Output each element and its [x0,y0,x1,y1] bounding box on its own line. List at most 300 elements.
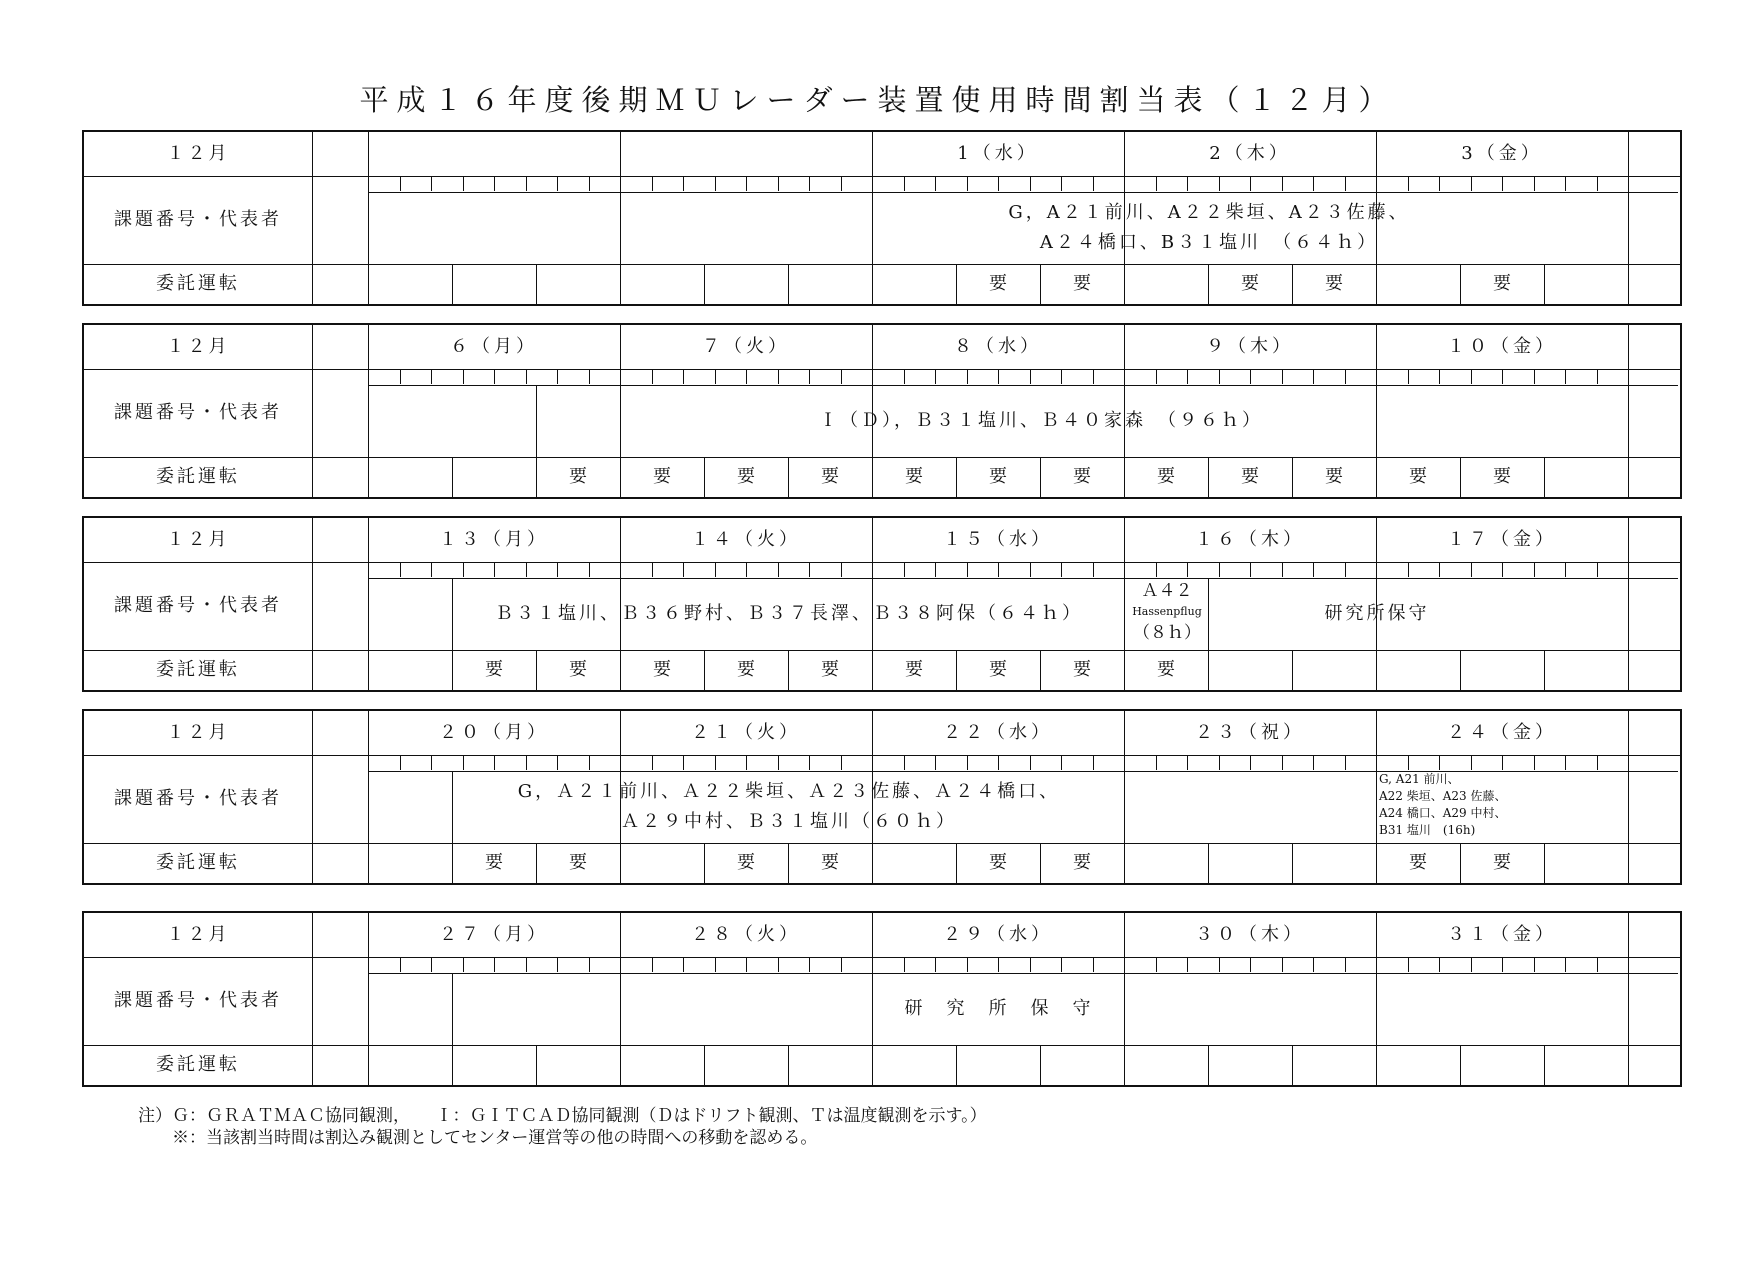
consign-required-mark: 要 [1157,659,1175,680]
hour-tick [1313,176,1314,191]
hour-tick [1187,562,1188,577]
month-label: １２月 [166,529,230,550]
hour-tick [1502,755,1503,770]
hour-tick [1187,176,1188,191]
row-divider [84,755,1680,756]
hour-tick [715,957,716,972]
week-table [82,516,1682,692]
hour-tick [1282,176,1283,191]
notes [138,1105,987,1149]
hour-tick [715,755,716,770]
week-table [82,323,1682,499]
project-line: 研 究 所 保 守 [904,998,1094,1019]
hour-tick [998,369,999,384]
project-block [872,192,1544,264]
day-divider [1628,518,1629,690]
day-header: ３１（金） [1447,924,1557,945]
day-header [368,132,620,176]
day-header: 2（木） [1209,143,1291,164]
project-block [1208,578,1544,650]
hour-tick [463,369,464,384]
project-text [537,406,1545,436]
slot-divider [1124,1045,1125,1085]
hour-tick [1345,957,1346,972]
consign-required-mark: 要 [905,659,923,680]
hour-tick [1345,755,1346,770]
slot-divider [1124,843,1125,883]
hour-tick [589,369,590,384]
slot-divider [1040,1045,1041,1085]
day-divider [1628,132,1629,304]
note-line: 注）Ｇ：ＧＲＡＴＭＡＣ協同観測， Ｉ：ＧＩＴＣＡＤ協同観測（Ｄはドリフト観測、Ｔは温度観測を示す。） [138,1106,987,1126]
project-label: 課題番号・代表者 [114,209,282,230]
hour-tick [652,176,653,191]
consign-required-mark: 要 [1493,466,1511,487]
slot-divider [620,264,621,304]
hour-tick [1408,562,1409,577]
hour-tick [1250,369,1251,384]
hour-tick [526,957,527,972]
consign-required-mark: 要 [1493,273,1511,294]
slot-divider [1544,457,1545,497]
hour-tick [589,562,590,577]
hour-tick [400,562,401,577]
hour-tick [463,957,464,972]
hour-tick [589,755,590,770]
hour-tick [1156,562,1157,577]
week-table [82,130,1682,306]
hour-tick [1061,369,1062,384]
consign-required-mark: 要 [653,659,671,680]
row-divider [84,1045,1680,1046]
hour-tick [935,957,936,972]
hour-tick [1471,957,1472,972]
row-divider [84,176,1680,177]
hour-tick [400,755,401,770]
hour-tick [1061,562,1062,577]
day-header: ２２（水） [943,722,1053,743]
hour-tick [778,369,779,384]
hour-tick [431,176,432,191]
hour-tick [494,562,495,577]
day-header: １７（金） [1447,529,1557,550]
hour-tick [715,562,716,577]
hour-tick [557,755,558,770]
hour-tick [998,176,999,191]
project-text [453,777,1125,837]
day-header: 3（金） [1461,143,1543,164]
slot-divider [956,1045,957,1085]
slot-divider [1292,843,1293,883]
hour-tick [683,562,684,577]
hour-tick [1408,755,1409,770]
hour-tick [1313,957,1314,972]
project-block [452,973,1544,1045]
consign-required-mark: 要 [1241,466,1259,487]
hour-tick [1408,176,1409,191]
project-line: A２４橋口、B３１塩川 （６４ｈ） [1039,232,1379,253]
hour-tick [557,562,558,577]
hour-tick [841,562,842,577]
hour-tick [841,369,842,384]
slot-divider [452,1045,453,1085]
project-label: 課題番号・代表者 [114,788,282,809]
hour-tick [683,369,684,384]
day-header: ２８（火） [691,924,801,945]
consign-required-mark: 要 [1073,852,1091,873]
hour-tick [746,176,747,191]
week-table [82,709,1682,885]
column-divider [312,325,313,497]
month-label: １２月 [166,924,230,945]
slot-divider [1208,843,1209,883]
hour-tick [494,957,495,972]
consign-required-mark: 要 [989,659,1007,680]
hour-tick [746,755,747,770]
hour-tick [1219,562,1220,577]
hour-tick [935,562,936,577]
month-label: １２月 [166,143,230,164]
hour-tick [809,562,810,577]
hour-tick [1030,176,1031,191]
slot-divider [1376,650,1377,690]
day-header: １６（木） [1195,529,1305,550]
hour-tick [1061,755,1062,770]
hour-tick [1093,562,1094,577]
hour-tick [1093,755,1094,770]
consign-label: 委託運転 [156,659,240,680]
week-table [82,911,1682,1087]
slot-divider [1460,650,1461,690]
hour-tick [1408,369,1409,384]
hour-tick [904,957,905,972]
hour-tick [1156,369,1157,384]
consign-required-mark: 要 [1073,659,1091,680]
consign-required-mark: 要 [653,466,671,487]
hour-tick [557,176,558,191]
slot-divider [1376,264,1377,304]
hour-tick [1219,957,1220,972]
consign-required-mark: 要 [1325,273,1343,294]
slot-divider [1292,650,1293,690]
project-block [536,385,1544,457]
hour-tick [1597,369,1598,384]
hour-tick [652,369,653,384]
consign-required-mark: 要 [1073,273,1091,294]
consign-required-mark: 要 [737,852,755,873]
slot-divider [620,1045,621,1085]
consign-required-mark: 要 [1409,466,1427,487]
hour-tick [967,562,968,577]
hour-tick [1597,176,1598,191]
hour-tick [967,176,968,191]
hour-tick [1439,957,1440,972]
day-header: ２４（金） [1447,722,1557,743]
hour-tick [1250,957,1251,972]
hour-tick [1156,755,1157,770]
project-line: A24 橋口、A29 中村、 [1379,806,1507,820]
project-block [1124,578,1208,650]
column-divider [312,132,313,304]
hour-tick [1597,957,1598,972]
consign-required-mark: 要 [905,466,923,487]
consign-required-mark: 要 [821,852,839,873]
hour-tick [494,369,495,384]
hour-tick [904,369,905,384]
hour-tick [431,957,432,972]
slot-divider [872,1045,873,1085]
hour-tick [1187,957,1188,972]
slot-divider [1460,1045,1461,1085]
hour-tick [1565,755,1566,770]
month-label: １２月 [166,336,230,357]
hour-tick [1565,957,1566,972]
hour-tick [904,176,905,191]
hour-tick [1534,176,1535,191]
project-line: A22 柴垣、A23 佐藤、 [1379,789,1507,803]
hour-tick [1313,369,1314,384]
day-divider [1628,913,1629,1085]
hour-tick [967,957,968,972]
hour-tick [1219,755,1220,770]
hour-tick [1187,755,1188,770]
day-header: １４（火） [691,529,801,550]
hour-tick [1061,176,1062,191]
hour-tick [589,957,590,972]
hour-tick [1282,755,1283,770]
day-header: ９（木） [1206,336,1294,357]
hour-tick [1502,176,1503,191]
hour-tick [967,369,968,384]
hour-tick [589,176,590,191]
hour-tick [431,755,432,770]
hour-tick [526,369,527,384]
note-line: ※：当該割当時間は割込み観測としてセンター運営等の他の時間への移動を認める。 [138,1128,818,1148]
hour-tick [778,755,779,770]
hour-tick [652,755,653,770]
slot-divider [872,264,873,304]
hour-tick [1534,369,1535,384]
hour-tick [1250,755,1251,770]
hour-tick [400,176,401,191]
slot-divider [452,457,453,497]
hour-tick [526,755,527,770]
hour-tick [1439,176,1440,191]
slot-divider [1544,1045,1545,1085]
consign-required-mark: 要 [989,466,1007,487]
hour-tick [1502,562,1503,577]
hour-tick [1219,176,1220,191]
day-header: ２７（月） [439,924,549,945]
hour-tick [998,957,999,972]
project-block [1376,771,1544,843]
hour-tick [778,176,779,191]
hour-tick [1250,562,1251,577]
hour-tick [809,369,810,384]
hour-tick [1093,369,1094,384]
hour-tick [935,176,936,191]
hour-tick [1030,755,1031,770]
hour-tick [683,176,684,191]
consign-required-mark: 要 [485,659,503,680]
hour-tick [1313,755,1314,770]
hour-tick [526,562,527,577]
project-line: Ｉ（Ｄ），Ｂ３１塩川、Ｂ４０家森 （９６ｈ） [819,410,1263,431]
hour-tick [1282,369,1283,384]
hour-tick [431,562,432,577]
consign-required-mark: 要 [1409,852,1427,873]
slot-divider [788,1045,789,1085]
hour-tick [1345,562,1346,577]
hour-tick [1313,562,1314,577]
hour-tick [1439,755,1440,770]
project-line: （８ｈ） [1133,623,1201,643]
slot-divider [1292,1045,1293,1085]
project-text [453,599,1125,629]
hour-tick [746,562,747,577]
day-header: ６（月） [450,336,538,357]
slot-divider [1208,1045,1209,1085]
hour-tick [400,957,401,972]
project-text [1379,771,1547,839]
project-block [452,771,1124,843]
slot-divider [1544,843,1545,883]
day-header: ２９（水） [943,924,1053,945]
hour-tick [1219,369,1220,384]
hour-tick [967,755,968,770]
consign-required-mark: 要 [989,273,1007,294]
project-line: G，Ａ２１前川、Ａ２２柴垣、Ａ２３佐藤、Ａ２４橋口、 [517,781,1061,802]
slot-divider [788,264,789,304]
hour-tick [1282,562,1283,577]
hour-tick [463,562,464,577]
hour-tick [1093,957,1094,972]
hour-tick [778,957,779,972]
hour-tick [1030,957,1031,972]
page-title: 平成１６年度後期ＭＵレーダー装置使用時間割当表（１２月） [359,83,1396,117]
hour-tick [1534,755,1535,770]
hour-tick [1345,176,1346,191]
slot-divider [1544,264,1545,304]
hour-tick [494,755,495,770]
consign-required-mark: 要 [569,466,587,487]
consign-required-mark: 要 [989,852,1007,873]
hour-tick [1282,957,1283,972]
day-header [620,132,872,176]
project-line: Ｂ３１塩川、Ｂ３６野村、Ｂ３７長澤、Ｂ３８阿保（６４ｈ） [495,603,1083,624]
hour-tick [463,176,464,191]
hour-tick [463,755,464,770]
consign-required-mark: 要 [1241,273,1259,294]
hour-tick [841,957,842,972]
slot-divider [452,264,453,304]
day-header: ２１（火） [691,722,801,743]
hour-tick [494,176,495,191]
hour-tick [1471,562,1472,577]
project-block [452,578,1124,650]
slot-divider [704,1045,705,1085]
hour-tick [1093,176,1094,191]
slot-divider [1376,1045,1377,1085]
hour-tick [1502,369,1503,384]
project-label: 課題番号・代表者 [114,595,282,616]
day-header: １３（月） [439,529,549,550]
project-line: G，A２１前川、A２２柴垣、A２３佐藤、 [1008,202,1410,223]
slot-divider [536,1045,537,1085]
hour-tick [683,755,684,770]
hour-tick [1030,562,1031,577]
consign-required-mark: 要 [1493,852,1511,873]
day-header: 1（水） [957,143,1039,164]
hour-tick [1565,562,1566,577]
consign-required-mark: 要 [1073,466,1091,487]
project-line: Ａ２９中村、Ｂ３１塩川（６０ｈ） [621,811,957,832]
hour-tick [841,176,842,191]
project-text [453,994,1545,1024]
consign-required-mark: 要 [1157,466,1175,487]
consign-label: 委託運転 [156,273,240,294]
consign-required-mark: 要 [1325,466,1343,487]
hour-tick [1534,562,1535,577]
hour-tick [1471,176,1472,191]
hour-tick [809,176,810,191]
day-header: ２３（祝） [1195,722,1305,743]
consign-label: 委託運転 [156,466,240,487]
day-divider [1628,711,1629,883]
hour-tick [557,369,558,384]
hour-tick [1408,957,1409,972]
hour-tick [1439,369,1440,384]
hour-tick [1565,369,1566,384]
hour-tick [557,957,558,972]
hour-tick [1565,176,1566,191]
hour-tick [526,176,527,191]
hour-tick [1439,562,1440,577]
project-text [1209,599,1545,629]
project-line: Ａ４２ [1141,581,1193,601]
row-divider [84,957,1680,958]
hour-tick [1345,369,1346,384]
hour-tick [746,957,747,972]
day-divider [1628,325,1629,497]
hour-tick [715,369,716,384]
hour-tick [746,369,747,384]
day-header: １５（水） [943,529,1053,550]
hour-tick [431,369,432,384]
day-header: ８（水） [954,336,1042,357]
hour-tick [809,957,810,972]
day-header: ３０（木） [1195,924,1305,945]
hour-tick [809,755,810,770]
column-divider [312,711,313,883]
slot-divider [872,843,873,883]
hour-tick [683,957,684,972]
hour-tick [904,755,905,770]
day-header: １０（金） [1447,336,1557,357]
row-divider [84,369,1680,370]
hour-tick [904,562,905,577]
slot-divider [1544,650,1545,690]
slot-divider [536,264,537,304]
hour-tick [1250,176,1251,191]
consign-required-mark: 要 [485,852,503,873]
hour-tick [1061,957,1062,972]
hour-tick [1471,755,1472,770]
column-divider [312,518,313,690]
consign-required-mark: 要 [569,852,587,873]
column-divider [312,913,313,1085]
hour-tick [935,369,936,384]
